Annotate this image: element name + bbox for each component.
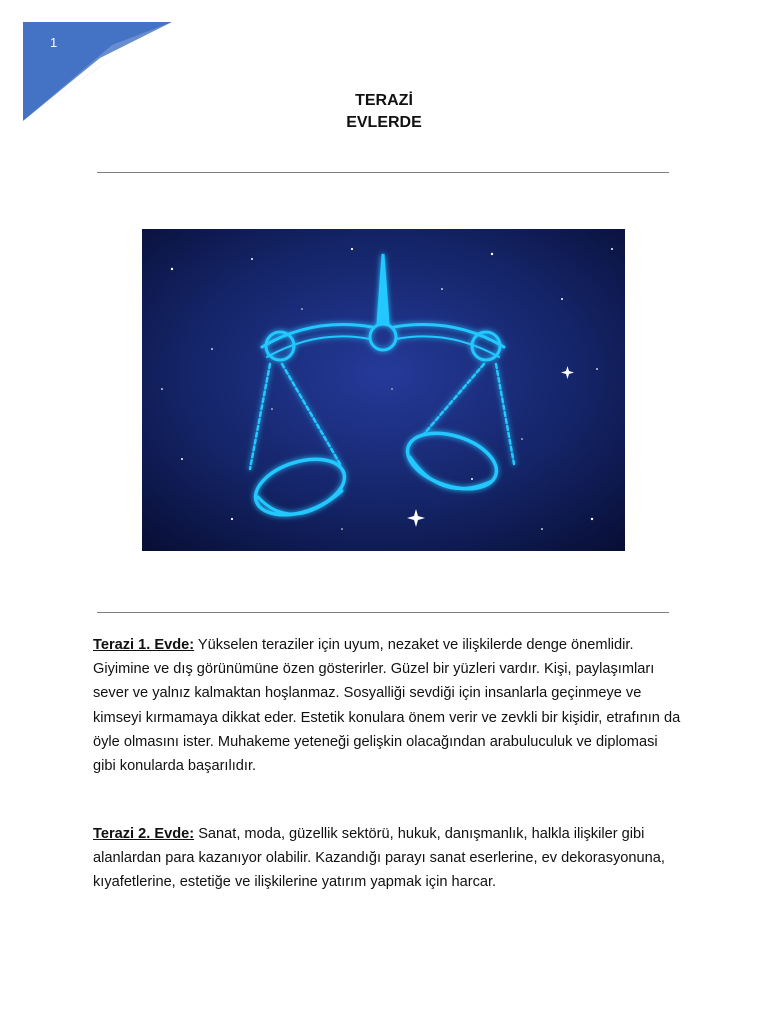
title-line-2: EVLERDE — [346, 114, 422, 131]
section-house-2 — [93, 822, 683, 895]
section-text: Sanat, moda, güzellik sektörü, hukuk, danışmanlık, halkla ilişkiler gibi alanlardan para kazanıyor olabilir. Kazandığı parayı sanat eserlerine, ev dekorasyonuna, kıyafetlerine, estetiğe ve ilişkilerine yatırım yapmak için harcar. — [93, 826, 665, 891]
section-heading: Terazi 1. Evde: — [93, 637, 195, 653]
bottom-divider — [97, 612, 669, 613]
page-title — [0, 90, 768, 134]
top-divider — [97, 172, 669, 173]
libra-illustration — [142, 229, 625, 551]
section-house-1 — [93, 633, 683, 778]
section-text: Yükselen teraziler için uyum, nezaket ve ilişkilerde denge önemlidir. Giyimine ve dış görünümüne özen gösterirler. Güzel bir yüzleri vardır. Kişi, paylaşımları sever ve yalnız kalmaktan hoşlanmaz. Sosyalliği sevdiği için insanlarla geçinmeye ve kimseyi kırmamaya dikkat eder. Estetik konulara önem verir ve zevkli bir kişidir, etrafının da öyle olmasını ister. Muhakeme yeteneği gelişkin olacağından arabuluculuk ve diplomasi gibi konularda başarılıdır. — [93, 637, 681, 775]
section-heading: Terazi 2. Evde: — [93, 826, 195, 842]
title-line-1: TERAZİ — [355, 92, 413, 109]
page-number: 1 — [50, 35, 58, 50]
